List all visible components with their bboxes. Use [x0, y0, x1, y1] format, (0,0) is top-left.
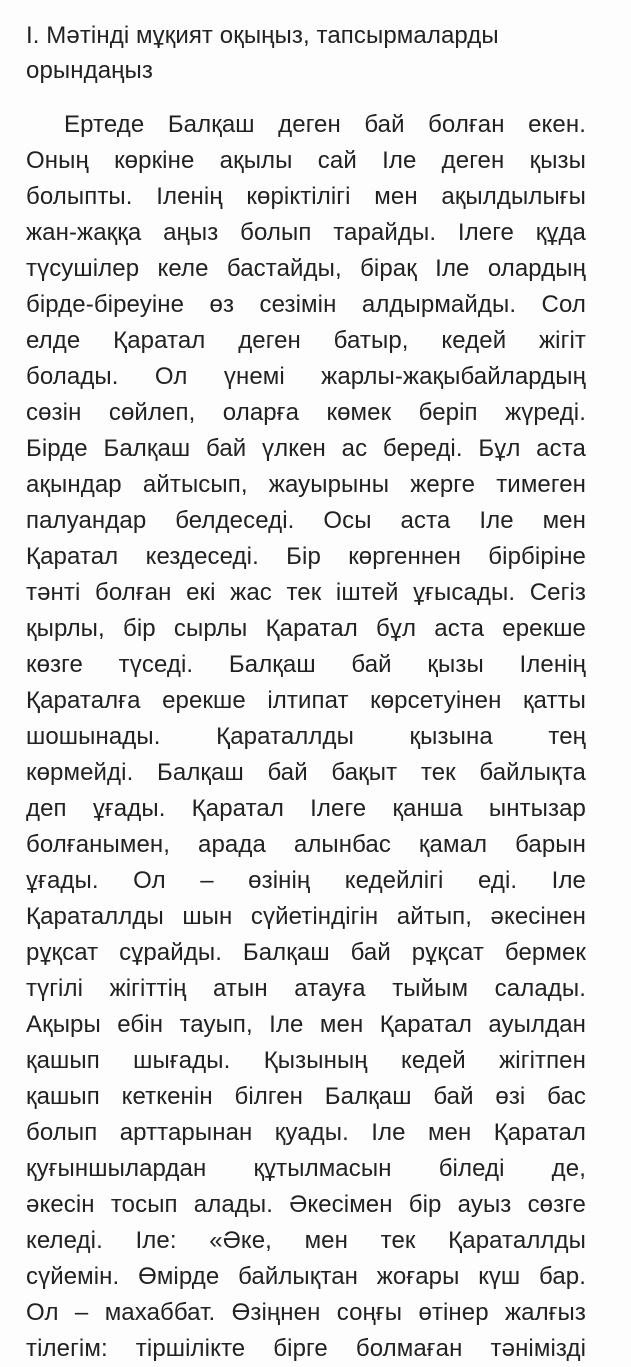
paragraph-line: шошынады. Қараталлды қызына тең	[26, 723, 586, 750]
paragraph-line: қашып шығады. Қызының кедей жігітпен	[26, 1047, 586, 1074]
task-heading	[26, 18, 586, 88]
paragraph-line: қуғыншылардан құтылмасын біледі де,	[26, 1155, 586, 1182]
paragraph-line: келеді. Іле: «Әке, мен тек Қараталлды	[26, 1227, 586, 1254]
task-heading-line-2: орындаңыз	[26, 57, 153, 84]
paragraph-line: палуандар белдеседі. Осы аста Іле мен	[26, 507, 586, 534]
paragraph-line: Ақыры ебін тауып, Іле мен Қаратал ауылдан	[26, 1011, 586, 1038]
paragraph-line: ақындар айтысып, жауырыны жерге тимеген	[26, 471, 586, 498]
paragraph-line: Қараталлды шын сүйетіндігін айтып, әкесінен	[26, 903, 586, 930]
paragraph-line: түгілі жігіттің атын атауға тыйым салады.	[26, 975, 586, 1002]
paragraph-line: Бірде Балқаш бай үлкен ас береді. Бұл аста	[26, 435, 586, 462]
paragraph-line: рұқсат сұрайды. Балқаш бай рұқсат бермек	[26, 939, 586, 966]
paragraph-line: қашып кеткенін білген Балқаш бай өзі бас	[26, 1083, 586, 1110]
paragraph-line: сөзін сөйлеп, оларға көмек беріп жүреді.	[26, 399, 586, 426]
story-paragraph	[26, 107, 586, 1362]
paragraph-line: қырлы, бір сырлы Қаратал бұл аста ерекше	[26, 615, 586, 642]
paragraph-line: деп ұғады. Қаратал Ілеге қанша ынтызар	[26, 795, 586, 822]
paragraph-line: көрмейді. Балқаш бай бақыт тек байлықта	[26, 759, 586, 786]
paragraph-line: әкесін тосып алады. Әкесімен бір ауыз сөзге	[26, 1191, 586, 1218]
paragraph-line: Қараталға ерекше ілтипат көрсетуінен қатты	[26, 687, 586, 714]
paragraph-line: Қаратал кездеседі. Бір көргеннен бірбіріне	[26, 543, 586, 570]
paragraph-line: жан-жаққа аңыз болып тарайды. Ілеге құда	[26, 219, 586, 246]
paragraph-line: Ол – махаббат. Өзіңнен соңғы өтінер жалғыз	[26, 1299, 586, 1326]
paragraph-line: тәнті болған екі жас тек іштей ұғысады. Сегіз	[26, 579, 586, 606]
task-heading-line-1: I. Мәтінді мұқият оқыңыз, тапсырмаларды	[26, 22, 499, 49]
paragraph-line: бірде-біреуіне өз сезімін алдырмайды. Сол	[26, 291, 586, 318]
paragraph-line-cut-off: тілегім: тіршілікте бірге болмаған тәнімізді	[26, 1335, 586, 1362]
paragraph-line: сүйемін. Өмірде байлықтан жоғары күш бар.	[26, 1263, 586, 1290]
paragraph-line: ұғады. Ол – өзінің кедейлігі еді. Іле	[26, 867, 586, 894]
document-page	[26, 18, 586, 1362]
paragraph-line: көзге түседі. Балқаш бай қызы Іленің	[26, 651, 586, 678]
paragraph-line: болады. Ол үнемі жарлы-жақыбайлардың	[26, 363, 586, 390]
paragraph-line: түсушілер келе бастайды, бірақ Іле олардың	[26, 255, 586, 282]
paragraph-line: Оның көркіне ақылы сай Іле деген қызы	[26, 147, 586, 174]
paragraph-line: болыпты. Іленің көріктілігі мен ақылдылығы	[26, 183, 586, 210]
paragraph-line: болғанымен, арада алынбас қамал барын	[26, 831, 586, 858]
paragraph-line: Ертеде Балқаш деген бай болған екен.	[64, 111, 586, 138]
paragraph-line: елде Қаратал деген батыр, кедей жігіт	[26, 327, 586, 354]
paragraph-line: болып арттарынан қуады. Іле мен Қаратал	[26, 1119, 586, 1146]
